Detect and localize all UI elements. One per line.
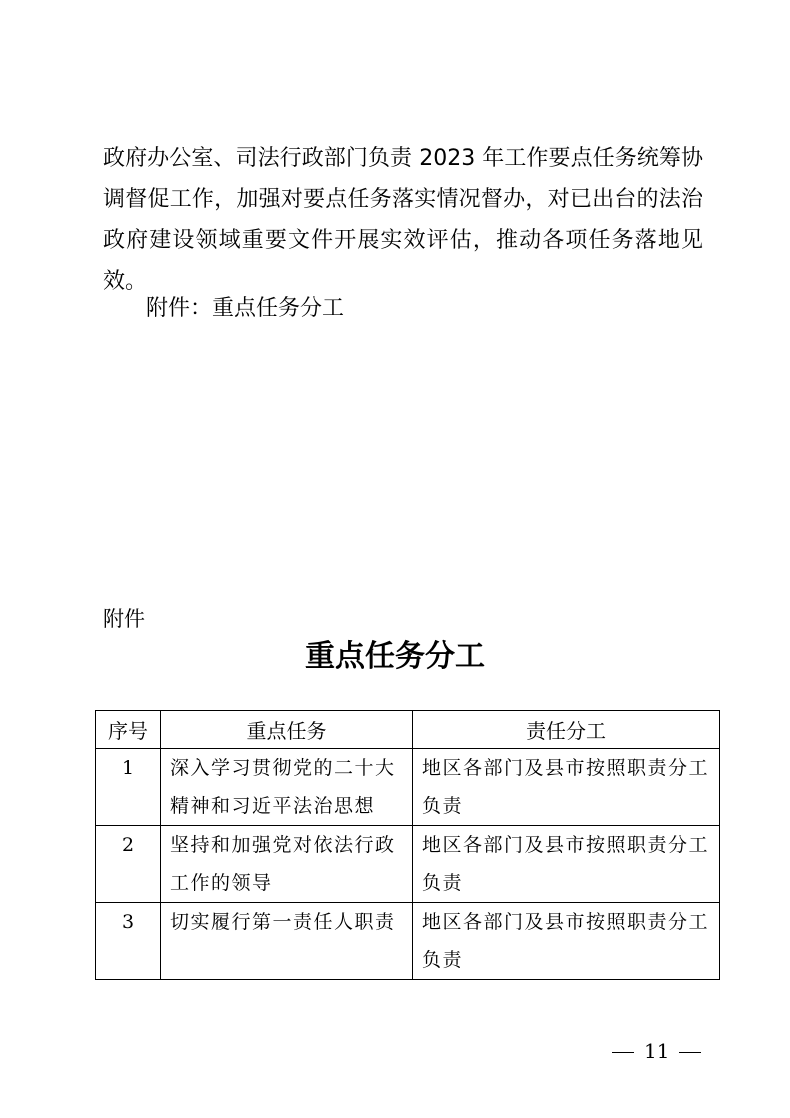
row-responsibility: 地区各部门及县市按照职责分工负责 <box>413 826 720 903</box>
row-number: 2 <box>96 826 161 903</box>
row-number: 1 <box>96 749 161 826</box>
row-task: 切实履行第一责任人职责 <box>161 903 413 980</box>
page-number-value: 11 <box>644 1039 670 1063</box>
table-row <box>96 903 720 980</box>
attachment-reference: 附件：重点任务分工 <box>146 296 345 321</box>
row-number: 3 <box>96 903 161 980</box>
row-responsibility: 地区各部门及县市按照职责分工负责 <box>413 903 720 980</box>
row-responsibility: 地区各部门及县市按照职责分工负责 <box>413 749 720 826</box>
row-task: 深入学习贯彻党的二十大精神和习近平法治思想 <box>161 749 413 826</box>
header-number: 序号 <box>96 711 161 749</box>
table-row <box>96 826 720 903</box>
header-task: 重点任务 <box>161 711 413 749</box>
page-dash-left <box>612 1052 634 1053</box>
page-number <box>612 1037 701 1065</box>
page-dash-right <box>679 1052 701 1053</box>
header-responsibility: 责任分工 <box>413 711 720 749</box>
body-paragraph: 政府办公室、司法行政部门负责 2023 年工作要点任务统筹协调督促工作，加强对要点任务落实情况督办，对已出台的法治政府建设领域重要文件开展实效评估，推动各项任务落地见效。 <box>103 146 703 294</box>
table-row <box>96 749 720 826</box>
attachment-label: 附件 <box>103 607 145 631</box>
table-header-row <box>96 711 720 749</box>
attachment-title: 重点任务分工 <box>305 639 485 674</box>
task-table <box>95 710 720 980</box>
row-task: 坚持和加强党对依法行政工作的领导 <box>161 826 413 903</box>
